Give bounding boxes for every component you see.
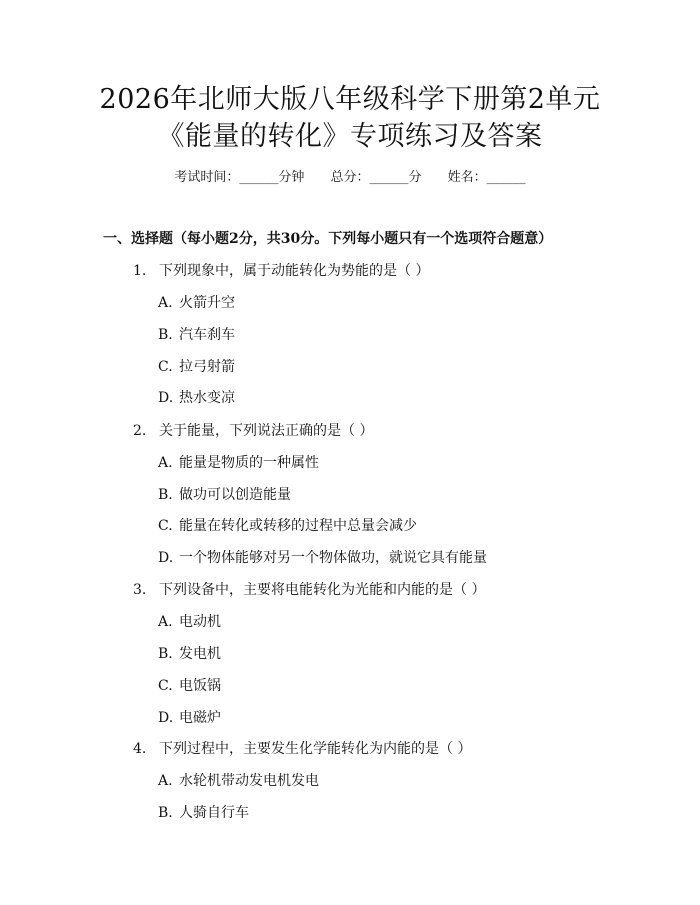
question-text: 下列设备中，主要将电能转化为光能和内能的是（ ）	[159, 582, 486, 598]
option-3d	[158, 708, 221, 728]
question-3	[133, 580, 485, 600]
option-1c	[158, 357, 235, 377]
student-name: 姓名：______	[447, 170, 526, 185]
option-2d	[158, 548, 487, 568]
option-4a	[158, 771, 319, 791]
option-letter: D.	[158, 390, 174, 406]
exam-time: 考试时间：______分钟	[174, 170, 305, 185]
option-text: 发电机	[179, 646, 221, 662]
option-letter: A.	[158, 455, 173, 471]
option-2a	[158, 453, 319, 473]
option-letter: C.	[158, 518, 173, 534]
option-3b	[158, 644, 221, 664]
option-text: 做功可以创造能量	[179, 487, 291, 503]
option-letter: D.	[158, 710, 174, 726]
option-text: 能量在转化或转移的过程中总量会减少	[179, 518, 417, 534]
option-letter: A.	[158, 614, 173, 630]
option-letter: A.	[158, 773, 173, 789]
document-title-line-2: 《能量的转化》专项练习及答案	[157, 121, 543, 152]
option-3c	[158, 676, 221, 696]
option-letter: B.	[158, 327, 173, 343]
option-2b	[158, 485, 291, 505]
question-number: 4.	[133, 741, 147, 757]
option-text: 人骑自行车	[179, 805, 249, 821]
question-2	[133, 421, 373, 441]
question-number: 1.	[133, 263, 147, 279]
section-heading: 一、选择题（每小题2分，共30分。下列每小题只有一个选项符合题意）	[103, 231, 553, 247]
option-letter: B.	[158, 646, 173, 662]
option-text: 一个物体能够对另一个物体做功，就说它具有能量	[179, 550, 487, 566]
option-text: 热水变凉	[179, 390, 235, 406]
question-text: 下列现象中，属于动能转化为势能的是（ ）	[159, 263, 430, 279]
option-text: 电饭锅	[179, 678, 221, 694]
option-text: 拉弓射箭	[179, 359, 235, 375]
option-text: 能量是物质的一种属性	[179, 455, 319, 471]
option-text: 电磁炉	[179, 710, 221, 726]
option-2c	[158, 516, 417, 536]
exam-info	[0, 168, 700, 188]
option-letter: C.	[158, 359, 173, 375]
document-title-line-1: 2026年北师大版八年级科学下册第2单元	[99, 84, 601, 115]
question-text: 关于能量，下列说法正确的是（ ）	[159, 423, 374, 439]
question-text: 下列过程中，主要发生化学能转化为内能的是（ ）	[159, 741, 472, 757]
option-1a	[158, 293, 235, 313]
option-3a	[158, 612, 221, 632]
total-score: 总分：______分	[330, 170, 422, 185]
question-1	[133, 261, 429, 281]
question-number: 3.	[133, 582, 147, 598]
option-4b	[158, 803, 249, 823]
option-letter: A.	[158, 295, 173, 311]
option-letter: C.	[158, 678, 173, 694]
option-letter: B.	[158, 805, 173, 821]
option-text: 水轮机带动发电机发电	[179, 773, 319, 789]
option-letter: D.	[158, 550, 174, 566]
question-4	[133, 739, 471, 759]
option-text: 火箭升空	[179, 295, 235, 311]
option-1b	[158, 325, 235, 345]
question-number: 2.	[133, 423, 147, 439]
option-text: 电动机	[179, 614, 221, 630]
option-1d	[158, 388, 235, 408]
option-letter: B.	[158, 487, 173, 503]
option-text: 汽车刹车	[179, 327, 235, 343]
